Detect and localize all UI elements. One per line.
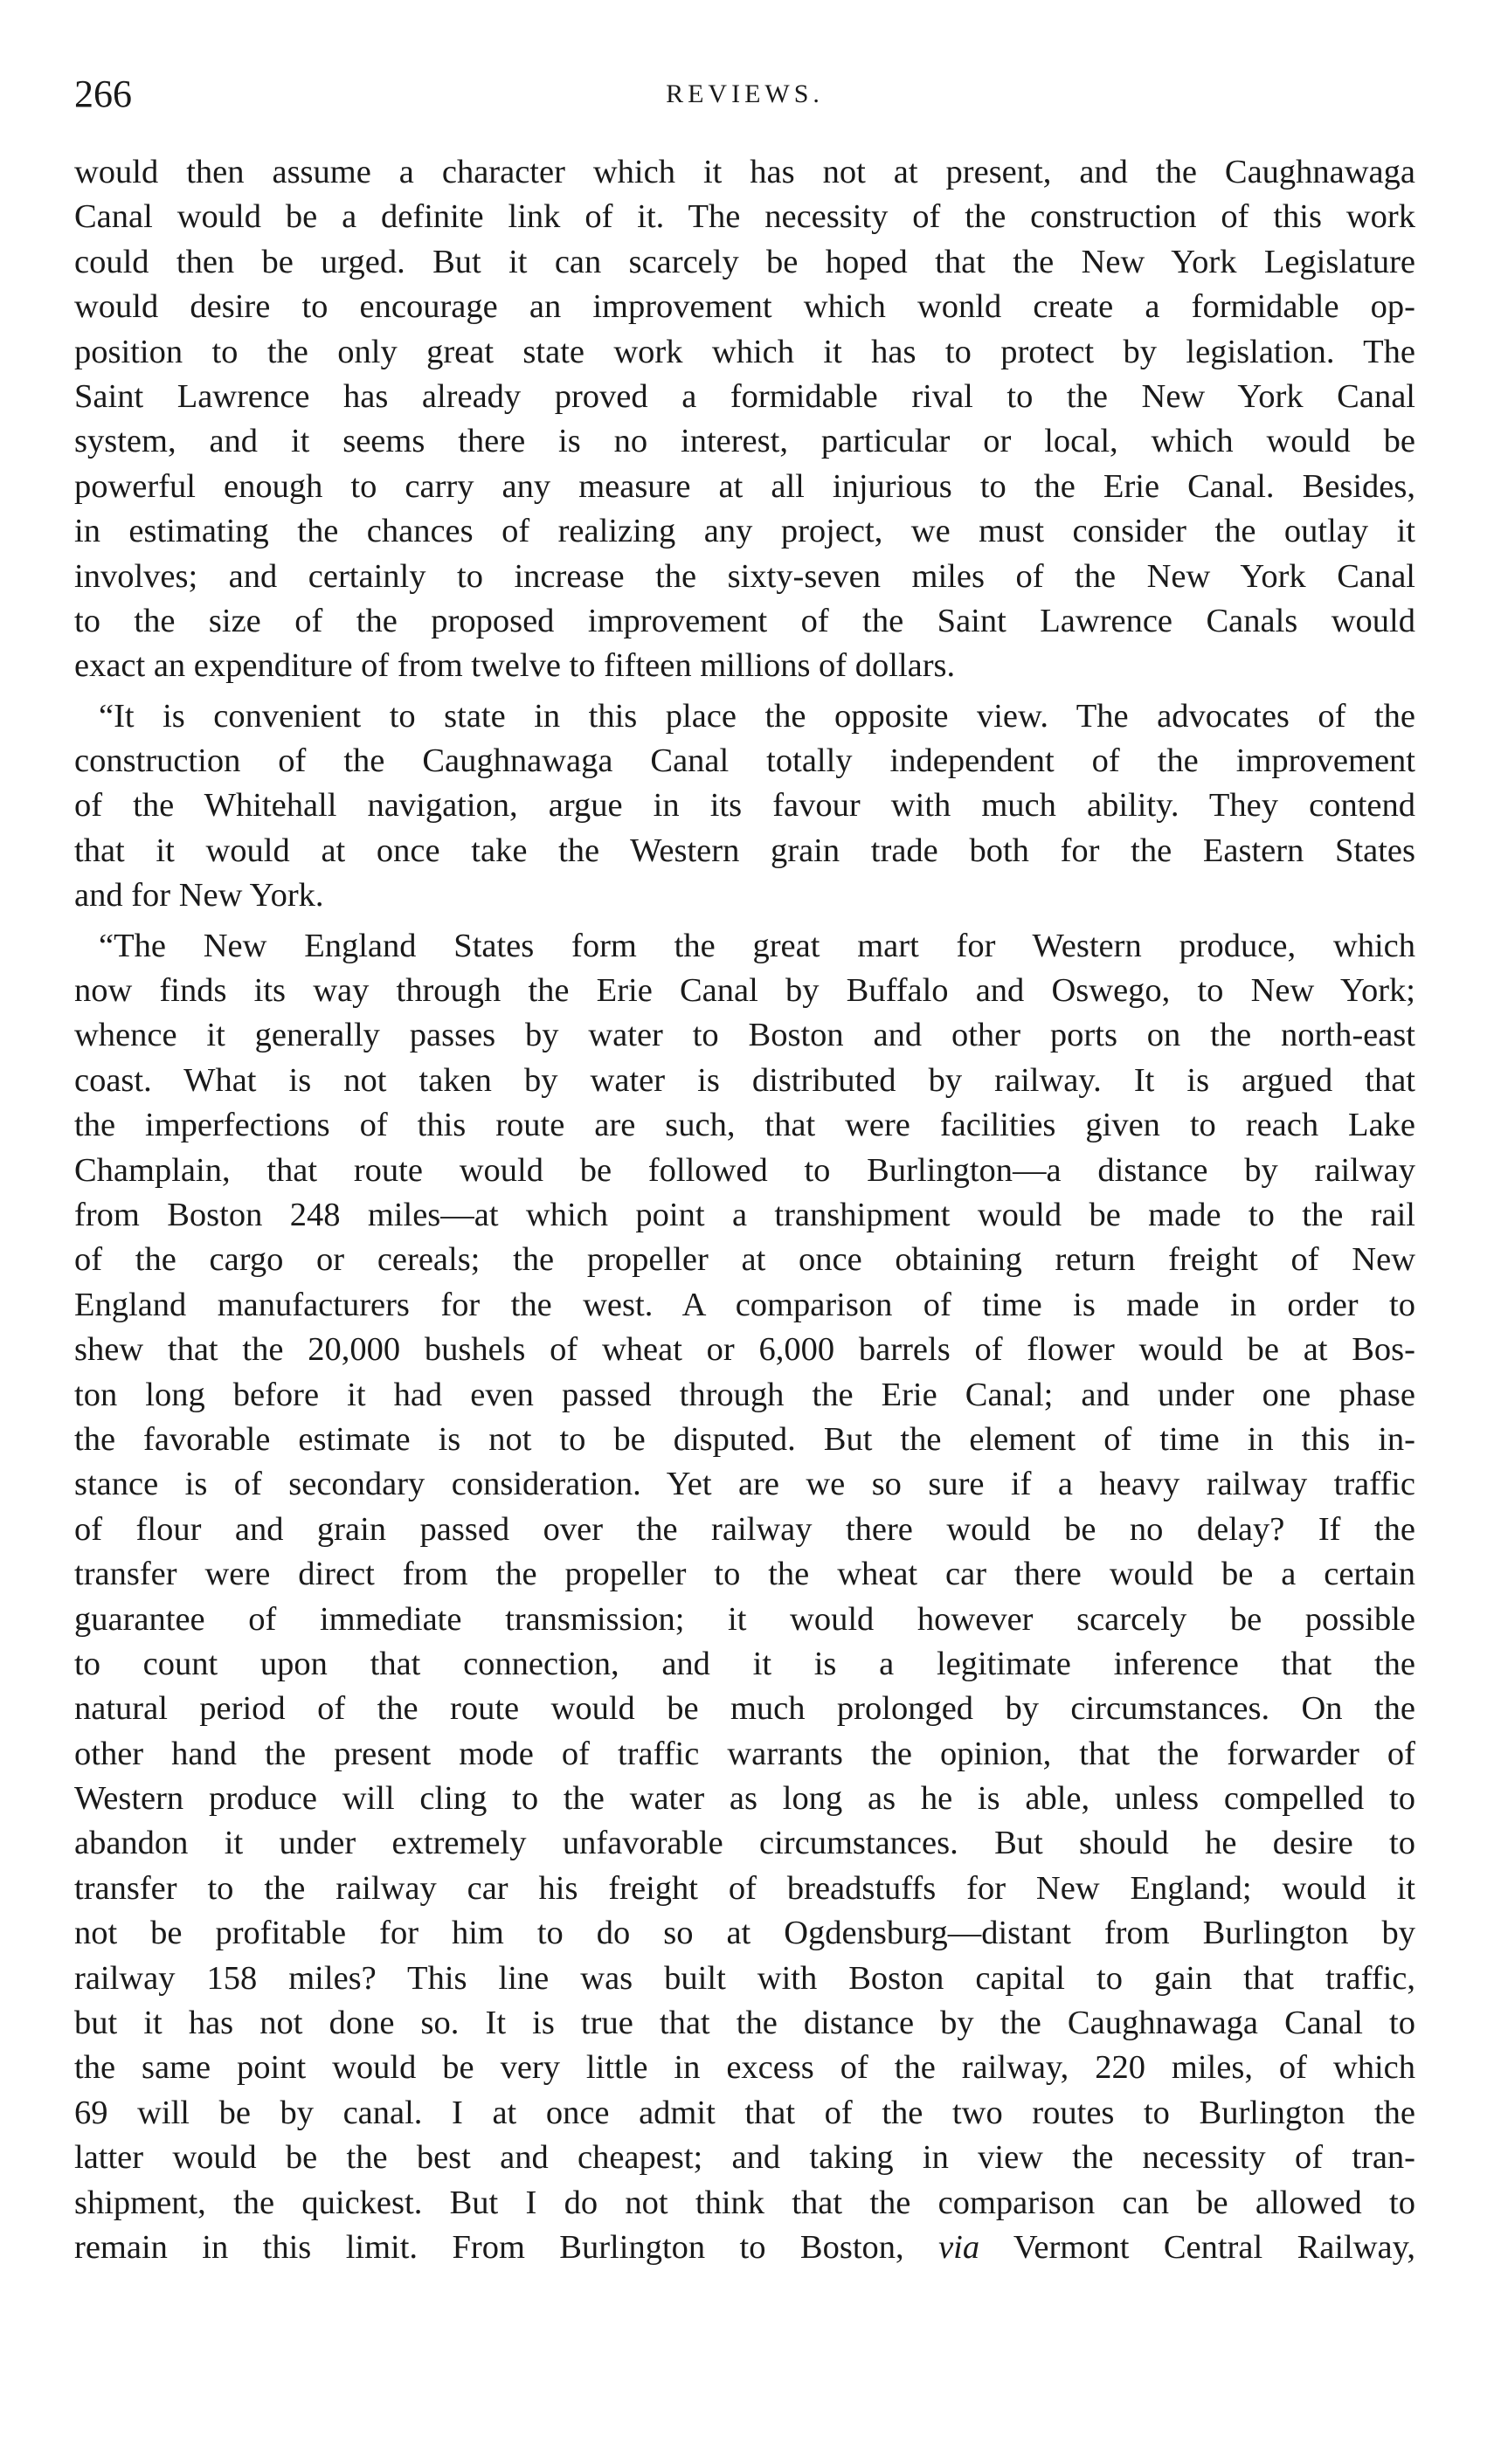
- text-line: to count upon that connection, and it is a legitimate inference that the: [74, 1645, 1415, 1682]
- text-line: of the cargo or cereals; the propeller at once obtaining return freight of New: [74, 1241, 1415, 1279]
- text-line: but it has not done so. It is true that the distance by the Caughnawaga Canal to: [74, 2005, 1415, 2042]
- text-line: construction of the Caughnawaga Canal totally independent of the improvement: [74, 742, 1415, 780]
- text-line: coast. What is not taken by water is distributed by railway. It is argued that: [74, 1061, 1415, 1099]
- text-line: now finds its way through the Erie Canal by Buffalo and Oswego, to New York;: [74, 972, 1415, 1010]
- text-line: would then assume a character which it has not at present, and the Caughnawaga: [74, 154, 1415, 190]
- text-line: England manufacturers for the west. A comparison of time is made in order to: [74, 1286, 1415, 1323]
- text-line: “It is convenient to state in this place the opposite view. The advocates of the: [99, 697, 1415, 735]
- body-text: [74, 150, 1415, 2270]
- text-line: shew that the 20,000 bushels of wheat or 6,000 barrels of flower would be at Bos-: [74, 1331, 1415, 1369]
- text-line: whence it generally passes by water to Boston and other ports on the north-east: [74, 1017, 1415, 1054]
- text-line: transfer to the railway car his freight of breadstuffs for New England; would it: [74, 1869, 1415, 1907]
- text-line: from Boston 248 miles—at which point a transhipment would be made to the rail: [74, 1196, 1415, 1233]
- text-line: to the size of the proposed improvement of the Saint Lawrence Canals would: [74, 602, 1415, 639]
- text-line: Western produce will cling to the water as long as he is able, unless compelled to: [74, 1780, 1415, 1818]
- text-line: exact an expenditure of from twelve to fifteen millions of dollars.: [74, 647, 956, 685]
- text-line: not be profitable for him to do so at Ogdensburg—distant from Burlington by: [74, 1915, 1415, 1952]
- paragraph-3: [74, 924, 1415, 2271]
- text-line: the imperfections of this route are such, that were facilities given to reach Lake: [74, 1107, 1415, 1144]
- text-line: stance is of secondary consideration. Yet are we so sure if a heavy railway traffic: [74, 1466, 1415, 1503]
- text-line: in estimating the chances of realizing any project, we must consider the outlay it: [74, 513, 1415, 550]
- text-line: would desire to encourage an improvement which wonld create a formidable op-: [74, 288, 1415, 326]
- text-line: abandon it under extremely unfavorable circumstances. But should he desire to: [74, 1825, 1415, 1862]
- text-line: that it would at once take the Western grain trade both for the Eastern States: [74, 832, 1415, 869]
- text-line: railway 158 miles? This line was built with Boston capital to gain that traffic,: [74, 1959, 1415, 1997]
- text-line: “The New England States form the great mart for Western produce, which: [99, 927, 1415, 964]
- paragraph-2: [74, 694, 1415, 919]
- text-line: 69 will be by canal. I at once admit that of the two routes to Burlington the: [74, 2094, 1415, 2131]
- text-line: shipment, the quickest. But I do not think that the comparison can be allowed to: [74, 2184, 1415, 2221]
- text-line: the same point would be very little in excess of the railway, 220 miles, of which: [74, 2049, 1415, 2087]
- text-line: Champlain, that route would be followed to Burlington—a distance by railway: [74, 1151, 1415, 1189]
- running-title: REVIEWS.: [666, 79, 824, 108]
- text-segment: remain in this limit. From Burlington to Boston,: [74, 2228, 939, 2266]
- text-line: involves; and certainly to increase the sixty-seven miles of the New York Canal: [74, 557, 1415, 595]
- text-line: guarantee of immediate transmission; it would however scarcely be possible: [74, 1600, 1415, 1638]
- text-line: of the Whitehall navigation, argue in its favour with much ability. They contend: [74, 787, 1415, 825]
- text-line: Saint Lawrence has already proved a formidable rival to the New York Canal: [74, 377, 1415, 415]
- text-line-last: [74, 2226, 1415, 2270]
- text-segment: Vermont Central Railway,: [979, 2228, 1415, 2266]
- text-line: other hand the present mode of traffic warrants the opinion, that the forwarder of: [74, 1735, 1415, 1772]
- running-head: [74, 68, 1415, 121]
- text-line: of flour and grain passed over the railway there would be no delay? If the: [74, 1510, 1415, 1548]
- text-line: could then be urged. But it can scarcely be hoped that the New York Legislature: [74, 243, 1415, 280]
- italic-word: via: [938, 2228, 980, 2266]
- text-line: ton long before it had even passed through the Erie Canal; and under one phase: [74, 1376, 1415, 1413]
- text-line: natural period of the route would be much prolonged by circumstances. On the: [74, 1690, 1415, 1728]
- text-line: and for New York.: [74, 877, 324, 915]
- text-line: Canal would be a definite link of it. The necessity of the construction of this work: [74, 198, 1415, 236]
- paragraph-1: [74, 150, 1415, 689]
- text-line: powerful enough to carry any measure at all injurious to the Erie Canal. Besides,: [74, 467, 1415, 505]
- text-line: position to the only great state work which it has to protect by legislation. The: [74, 333, 1415, 370]
- text-line: the favorable estimate is not to be disputed. But the element of time in this in-: [74, 1420, 1415, 1458]
- text-line: transfer were direct from the propeller to the wheat car there would be a certain: [74, 1556, 1415, 1593]
- page-number: 266: [74, 72, 132, 115]
- text-line: latter would be the best and cheapest; and taking in view the necessity of tran-: [74, 2139, 1415, 2177]
- text-line: system, and it seems there is no interest, particular or local, which would be: [74, 423, 1415, 460]
